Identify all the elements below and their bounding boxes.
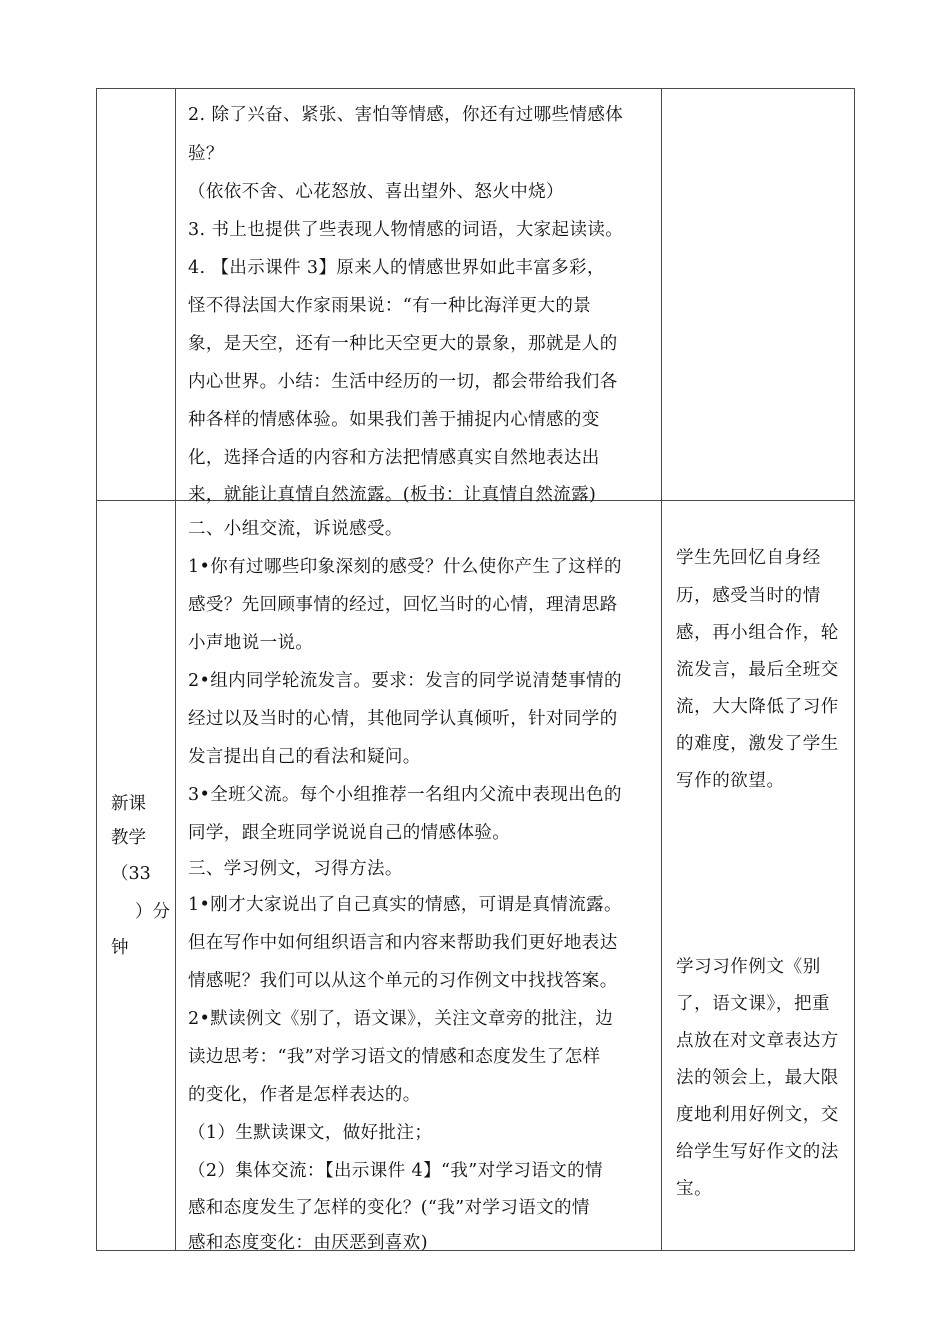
design-note-line: 流发言，最后全班交 (676, 660, 839, 680)
row2-line: 同学，跟全班同学说说自己的情感体验。 (188, 823, 511, 843)
section-label-line: 教学 (111, 828, 146, 848)
row2-line: 1•你有过哪些印象深刻的感受？什么使你产生了这样的 (188, 557, 622, 577)
row2-line: 感受？先回顾事情的经过，回忆当时的心情，理清思路 (188, 595, 618, 615)
row1-line: （依依不舍、心花怒放、喜出望外、怒火中烧） (188, 182, 564, 202)
design-note-line: 学习习作例文《别 (676, 957, 821, 977)
section-label-line: ）分 (135, 902, 170, 922)
row1-line: 3. 书上也提供了些表现人物情感的词语，大家起读读。 (188, 220, 624, 240)
row2-line: 二、小组交流，诉说感受。 (188, 519, 403, 539)
row2-line: 发言提出自己的看法和疑问。 (188, 747, 421, 767)
design-note-line: 写作的欲望。 (676, 771, 785, 791)
section-label-line: （33 (111, 864, 151, 884)
design-note-line: 流，大大降低了习作 (676, 697, 839, 717)
row2-line: 2•默读例文《别了，语文课》，关注文章旁的批注，边 (188, 1009, 614, 1029)
design-note-line: 学生先回忆自身经 (676, 548, 821, 568)
row2-notes-cell (662, 501, 854, 1251)
row1-line: 来，就能让真情自然流露。(板书：让真情自然流露) (188, 485, 597, 505)
row2-line: 2•组内同学轮流发言。要求：发言的同学说清楚事情的 (188, 671, 622, 691)
row2-line: 3•全班父流。每个小组推荐一名组内父流中表现出色的 (188, 785, 622, 805)
row2-line: 1•刚才大家说出了自己真实的情感，可谓是真情流露。 (188, 895, 622, 915)
row2-label-cell (97, 501, 175, 1251)
row2-line: 经过以及当时的心情，其他同学认真倾听，针对同学的 (188, 709, 618, 729)
row2-line: 感和态度变化：由厌恶到喜欢) (188, 1233, 428, 1253)
design-note-line: 宝。 (676, 1179, 713, 1199)
row2-line: 的变化，作者是怎样表达的。 (188, 1085, 421, 1105)
design-note-line: 感，再小组合作，轮 (676, 623, 839, 643)
row1-line: 象，是天空，还有一种比天空更大的景象，那就是人的 (188, 334, 618, 354)
row2-line: 情感呢？我们可以从这个单元的习作例文中找找答案。 (188, 971, 618, 991)
row2-line: 小声地说一说。 (188, 633, 314, 653)
section-label-line: 钟 (111, 938, 129, 958)
row1-line: 化，选择合适的内容和方法把情感真实自然地表达出 (188, 448, 600, 468)
row1-content-cell (176, 89, 661, 505)
row1-line: 验？ (188, 144, 224, 164)
row2-line: 但在写作中如何组织语言和内容来帮助我们更好地表达 (188, 933, 618, 953)
section-label-line: 新课 (111, 794, 146, 814)
row1-line: 怪不得法国大作家雨果说：“有一种比海洋更大的景 (188, 296, 592, 316)
design-note-line: 点放在对文章表达方 (676, 1031, 839, 1051)
row2-line: 读边思考：“我”对学习语文的情感和态度发生了怎样 (188, 1047, 601, 1067)
row2-content-cell (176, 501, 661, 1251)
row2-line: （2）集体交流：【出示课件 4】“我”对学习语文的情 (188, 1161, 603, 1181)
row2-line: （1）生默读课文，做好批注； (188, 1123, 433, 1143)
row1-line: 2. 除了兴奋、紧张、害怕等情感，你还有过哪些情感体 (188, 105, 624, 125)
design-note-line: 给学生写好作文的法 (676, 1142, 839, 1162)
design-note-line: 法的领会上，最大限 (676, 1068, 839, 1088)
row1-line: 种各样的情感体验。如果我们善于捕捉内心情感的变 (188, 410, 600, 430)
row2-line: 感和态度发生了怎样的变化？(“我”对学习语文的情 (188, 1198, 590, 1218)
row1-line: 内心世界。小结：生活中经历的一切，都会带给我们各 (188, 372, 618, 392)
design-note-line: 了，语文课》，把重 (676, 994, 831, 1014)
row2-line: 三、学习例文，习得方法。 (188, 859, 403, 879)
design-note-line: 度地利用好例文，交 (676, 1105, 839, 1125)
design-note-line: 历，感受当时的情 (676, 586, 821, 606)
row1-line: 4. 【出示课件 3】原来人的情感世界如此丰富多彩， (188, 258, 605, 278)
design-note-line: 的难度，激发了学生 (676, 734, 839, 754)
